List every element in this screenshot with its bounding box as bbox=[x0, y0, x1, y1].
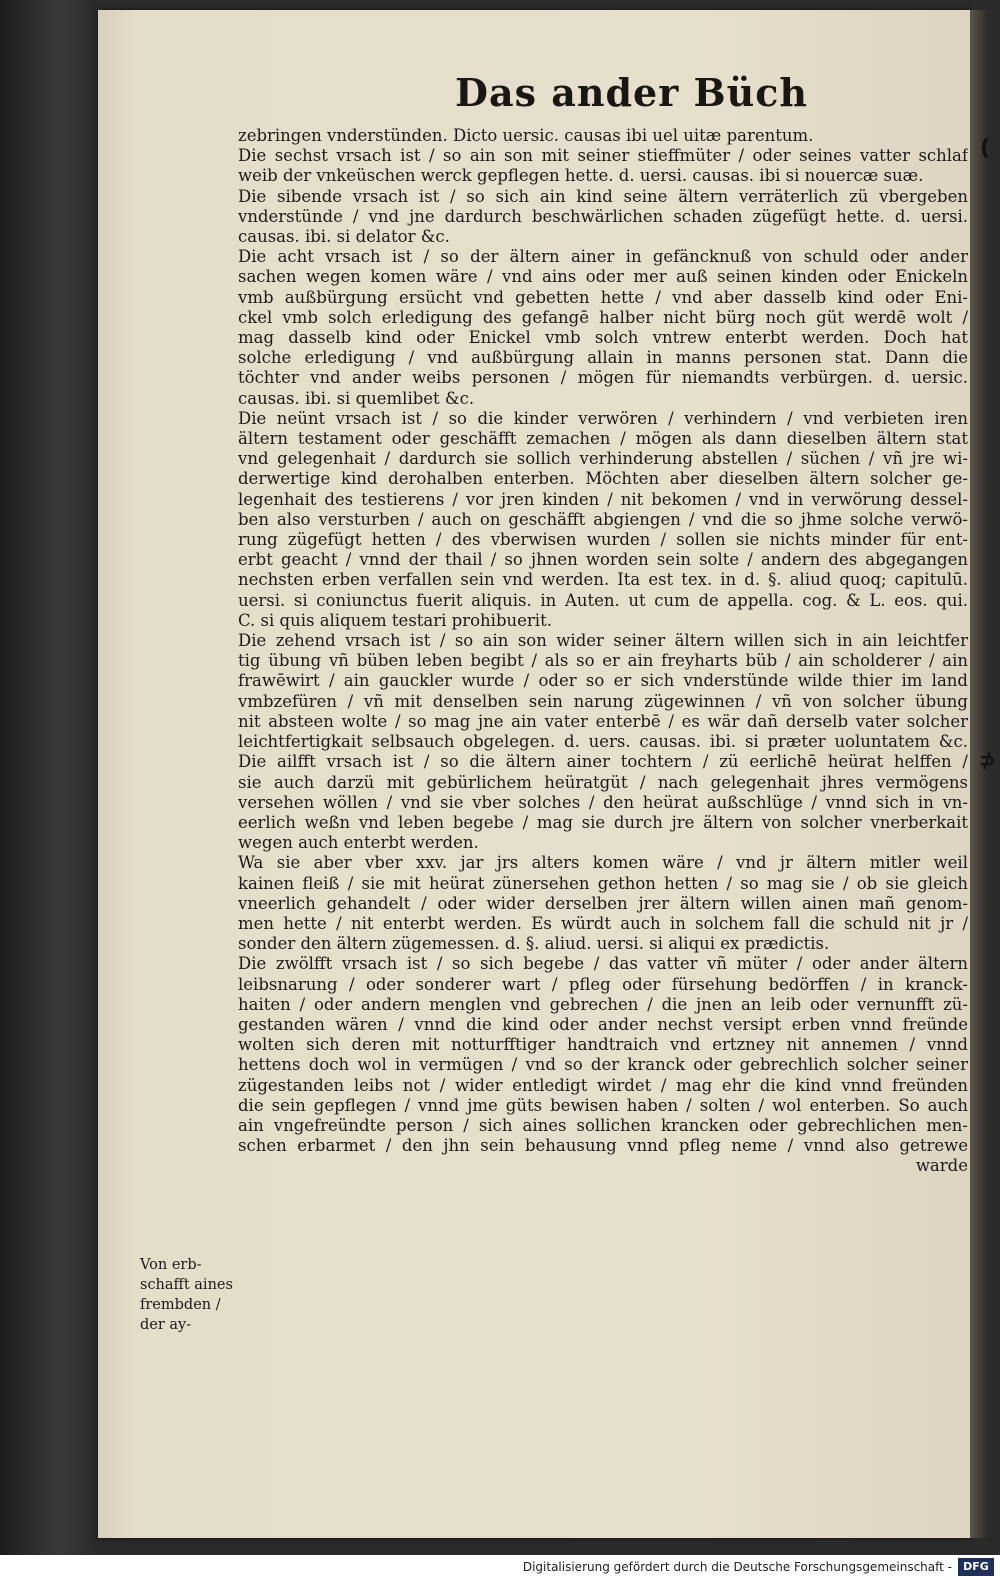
dfg-logo: DFG bbox=[958, 1558, 994, 1576]
text-line: gestanden wären / vnnd die kind oder ander nechst versipt erben vnnd freünde bbox=[238, 1014, 968, 1034]
text-line: haiten / oder andern menglen vnd gebrechen / die jnen an leib oder vernunfft zü- bbox=[238, 994, 968, 1014]
footer-credit: Digitalisierung gefördert durch die Deutsche Forschungsgemeinschaft - bbox=[522, 1560, 952, 1574]
text-line: Die neünt vrsach ist / so die kinder verwören / verhindern / vnd verbieten iren bbox=[238, 408, 968, 428]
text-line: töchter vnd ander weibs personen / mögen für niemandts verbürgen. d. uersic. bbox=[238, 368, 968, 388]
text-line: tig übung vñ büben leben begibt / als so er ain freyharts büb / ain scholderer / ain bbox=[238, 651, 968, 671]
margin-note-line: der ay- bbox=[140, 1317, 192, 1333]
margin-note bbox=[140, 1255, 240, 1335]
text-line: mag dasselb kind oder Enickel vmb solch vntrew enterbt werden. Doch hat bbox=[238, 328, 968, 348]
text-line: vmbzefüren / vñ mit denselben sein narung zügewinnen / vñ von solcher übung bbox=[238, 691, 968, 711]
margin-note-line: Von erb- bbox=[140, 1257, 202, 1273]
text-line: ckel vmb solch erledigung des gefangē halber nicht bürg noch güt werdē wolt / bbox=[238, 307, 968, 327]
text-line: wolten sich deren mit notturfftiger handtraich vnd ertzney nit annemen / vnnd bbox=[238, 1035, 968, 1055]
body-text bbox=[238, 126, 968, 1177]
text-line: solche erledigung / vnd außbürgung allain in manns personen stat. Dann die bbox=[238, 348, 968, 368]
text-line: erbt geacht / vnnd der thail / so jhnen worden sein solte / andern des abgegangen bbox=[238, 550, 968, 570]
text-line: zebringen vnderstünden. Dicto uersic. causas ibi uel uitæ parentum. bbox=[238, 126, 814, 145]
edge-mark: ⊅ bbox=[979, 748, 996, 772]
page-edge bbox=[970, 10, 991, 1538]
text-line: zügestanden leibs not / wider entledigt wirdet / mag ehr die kind vnnd freünden bbox=[238, 1075, 968, 1095]
text-line: Die sibende vrsach ist / so sich ain kind seine ältern verräterlich zü vbergeben bbox=[238, 186, 968, 206]
text-line: derwertige kind derohalben enterben. Möchten aber dieselben ältern solcher ge- bbox=[238, 469, 968, 489]
text-line: vneerlich gehandelt / oder wider derselben jrer ältern willen ainen mañ genom- bbox=[238, 893, 968, 913]
text-line: leichtfertigkait selbsauch obgelegen. d. uers. causas. ibi. si præter uoluntatem &c. bbox=[238, 732, 968, 752]
margin-note-line: frembden / bbox=[140, 1297, 221, 1313]
text-line: versehen wöllen / vnd sie vber solches / den heürat außschlüge / vnnd sich in vn- bbox=[238, 792, 968, 812]
text-line: wegen auch enterbt werden. bbox=[238, 833, 479, 853]
text-line: kainen fleiß / sie mit heürat zünersehen gethon hetten / so mag sie / ob sie gleich bbox=[238, 873, 968, 893]
text-line: Wa sie aber vber xxv. jar jrs alters komen wäre / vnd jr ältern mitler weil bbox=[238, 853, 968, 873]
text-line: causas. ibi. si quemlibet &c. bbox=[238, 388, 475, 408]
margin-note-line: schafft aines bbox=[140, 1277, 233, 1293]
edge-mark: ( bbox=[980, 136, 991, 161]
text-line: leibsnarung / oder sonderer wart / pfleg oder fürsehung bedörffen / in kranck- bbox=[238, 974, 968, 994]
text-line: Die acht vrsach ist / so der ältern ainer in gefäncknuß von schuld oder ander bbox=[238, 247, 968, 267]
catchword: warde bbox=[915, 1156, 968, 1176]
text-line: ain vngefreündte person / sich aines sollichen krancken oder gebrechlichen men- bbox=[238, 1115, 968, 1135]
text-line: hettens doch wol in vermügen / vnd so der kranck oder gebrechlich solcher seiner bbox=[238, 1055, 968, 1075]
text-line: uersi. si coniunctus fuerit aliquis. in Auten. ut cum de appella. cog. & L. eos. qui. bbox=[238, 590, 968, 610]
text-line: frawēwirt / ain gauckler wurde / oder so er sich vnderstünde wilde thier im land bbox=[238, 671, 968, 691]
text-line: vnd gelegenhait / dardurch sie sollich verhinderung abstellen / süchen / vñ jre wi- bbox=[238, 449, 968, 469]
text-line: nit absteen wolte / so mag jne ain vater enterbē / es wär dañ derselb vater solcher bbox=[238, 711, 968, 731]
text-line: vmb außbürgung ersücht vnd gebetten hette / vnd aber dasselb kind oder Eni- bbox=[238, 287, 968, 307]
text-line: weib der vnkeüschen werck gepflegen hette. d. uersi. causas. ibi si nouercæ suæ. bbox=[238, 166, 924, 186]
text-line: causas. ibi. si delator &c. bbox=[238, 227, 450, 247]
text-line: die sein gepflegen / vnnd jme güts bewisen haben / solten / wol enterben. So auch bbox=[238, 1095, 968, 1115]
text-line: rung zügefügt hetten / des vberwisen wurden / sollen sie nichts minder für ent- bbox=[238, 530, 968, 550]
text-line: Die zwölfft vrsach ist / so sich begebe / das vatter vñ müter / oder ander ältern bbox=[238, 954, 968, 974]
page-title: Das ander Büch bbox=[455, 70, 808, 115]
text-line: vnderstünde / vnd jne dardurch beschwärlichen schaden zügefügt hette. d. uersi. bbox=[238, 206, 968, 226]
text-line: legenhait des testierens / vor jren kinden / nit bekomen / vnd in verwörung dessel- bbox=[238, 489, 968, 509]
text-line: ältern testament oder geschäfft zemachen / mögen als dann dieselben ältern stat bbox=[238, 429, 968, 449]
text-line: men hette / nit enterbt werden. Es würdt auch in solchem fall die schuld nit jr / bbox=[238, 913, 968, 933]
text-line: Die ailfft vrsach ist / so die ältern ainer tochtern / zü eerlichē heürat helffen / bbox=[238, 752, 968, 772]
text-line: Die sechst vrsach ist / so ain son mit seiner stieffmüter / oder seines vatter schlaf bbox=[238, 146, 968, 166]
footer-bar bbox=[0, 1555, 1000, 1580]
text-line: eerlich weßn vnd leben begebe / mag sie durch jre ältern von solcher vnerberkait bbox=[238, 812, 968, 832]
text-line: sie auch darzü mit gebürlichem heüratgüt / nach gelegenhait jhres vermögens bbox=[238, 772, 968, 792]
text-line: sachen wegen komen wäre / vnd ains oder mer auß seinen kinden oder Enickeln bbox=[238, 267, 968, 287]
text-line: ben also versturben / auch on geschäfft abgiengen / vnd die so jhme solche verwö- bbox=[238, 509, 968, 529]
text-line: nechsten erben verfallen sein vnd werden. Ita est tex. in d. §. aliud quoq; capitulū. bbox=[238, 570, 968, 590]
text-line: sonder den ältern zügemessen. d. §. aliud. uersi. si aliqui ex prædictis. bbox=[238, 934, 830, 954]
text-line: Die zehend vrsach ist / so ain son wider seiner ältern willen sich in ain leichtfer bbox=[238, 631, 968, 651]
text-line: schen erbarmet / den jhn sein behausung vnnd pfleg neme / vnnd also getrewe bbox=[238, 1136, 968, 1156]
text-line: C. si quis aliquem testari prohibuerit. bbox=[238, 610, 552, 630]
